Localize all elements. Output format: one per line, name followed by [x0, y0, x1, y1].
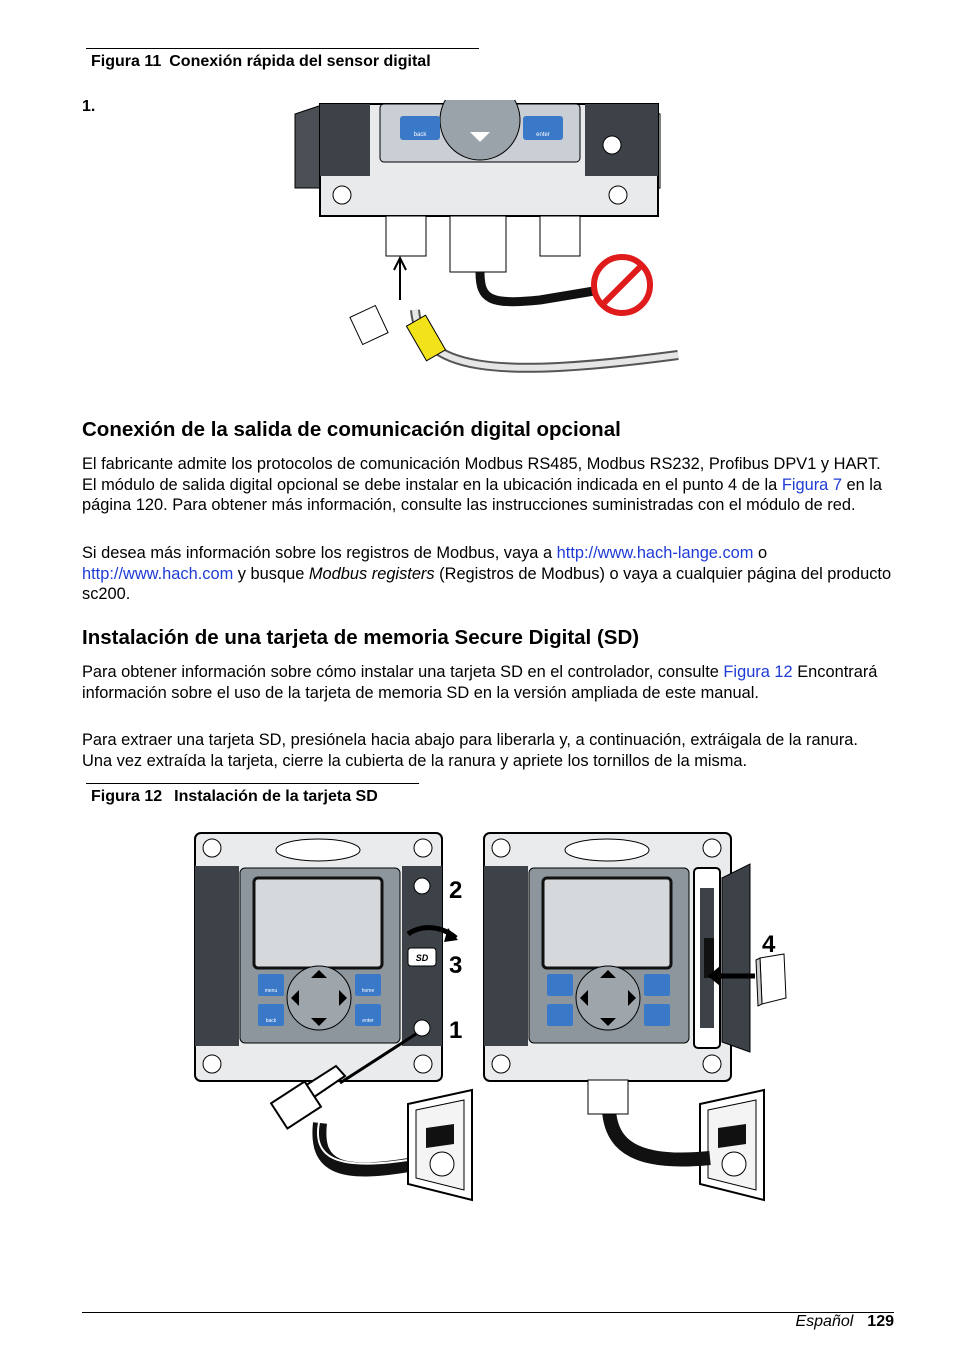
section2-p1-text: Para obtener información sobre cómo instalar una tarjeta SD en el controlador, consulte [82, 663, 724, 681]
section1-p2-text: Si desea más información sobre los registros de Modbus, vaya a [82, 544, 557, 562]
figure12-caption-rule [86, 783, 419, 784]
hach-lange-link[interactable]: http://www.hach-lange.com [556, 544, 754, 562]
section2-paragraph1 [82, 662, 892, 703]
figure11-caption-number: Figura 11 [91, 53, 162, 70]
section2-p1-text-end: Encontrará información sobre el uso de la tarjeta de memoria SD en la versión ampliada de este manual. [82, 663, 878, 702]
callout-2: 2 [449, 877, 463, 904]
home-button-label: home [361, 988, 375, 994]
callout-4: 4 [762, 931, 776, 958]
figure11-illustration [290, 100, 685, 385]
outlet-right [700, 1090, 764, 1200]
section1-p2-text-search: y busque [233, 564, 309, 583]
figure12-caption-title: Instalación de la tarjeta SD [174, 788, 378, 805]
figure11-step-label: 1. [82, 98, 96, 115]
footer-language: Español [795, 1313, 854, 1330]
section1-paragraph1 [82, 454, 892, 516]
figure11-enter-button-label: enter [536, 132, 550, 138]
figure11-caption [91, 53, 431, 71]
figure12-caption [91, 788, 378, 806]
section2-paragraph2: Para extraer una tarjeta SD, presiónela hacia abajo para liberarla y, a continuación, extráigala de la ranura. Una vez extraída la tarjeta, cierre la cubierta de la ranura y apriete los tornillos de la misma. [82, 731, 858, 770]
outlet-left [408, 1090, 472, 1200]
page-footer [795, 1312, 894, 1332]
section1-paragraph2 [82, 543, 892, 605]
footer-rule [82, 1312, 894, 1313]
callout-1: 1 [449, 1017, 463, 1044]
page-number: 129 [867, 1313, 894, 1330]
back-button-label: back [265, 1018, 277, 1024]
figure12-caption-number: Figura 12 [91, 788, 163, 805]
figura12-link[interactable]: Figura 12 [723, 663, 793, 681]
menu-button-label: menu [264, 988, 278, 994]
callout-3: 3 [449, 952, 463, 979]
figure11-caption-rule [86, 48, 479, 49]
figure12-illustration [190, 828, 795, 1203]
enter-button-label: enter [362, 1018, 374, 1024]
modbus-registers-term: Modbus registers [308, 564, 435, 583]
section1-p2-text-or: o [753, 544, 768, 562]
sd-slot-label: SD [415, 953, 429, 963]
section2-heading: Instalación de una tarjeta de memoria Secure Digital (SD) [82, 626, 640, 649]
section1-p1-text-end: en la página 120. Para obtener más información, consulte las instrucciones suministradas con el módulo de red. [82, 475, 883, 514]
figure11-caption-title: Conexión rápida del sensor digital [169, 53, 431, 70]
section1-heading: Conexión de la salida de comunicación digital opcional [82, 418, 621, 441]
section1-p1-text: El fabricante admite los protocolos de comunicación Modbus RS485, Modbus RS232, Profibus DPV1 y HART. El módulo de salida digital opcional se debe instalar en la ubicación indicada en el punto 4 de la [82, 455, 881, 494]
hach-link[interactable]: http://www.hach.com [82, 564, 234, 583]
figura7-link[interactable]: Figura 7 [781, 475, 842, 494]
figure11-screw-icon [603, 136, 621, 154]
section1-p2-text-end: (Registros de Modbus) o vaya a cualquier página del producto sc200. [82, 564, 892, 603]
figure11-back-button-label: back [413, 132, 427, 138]
